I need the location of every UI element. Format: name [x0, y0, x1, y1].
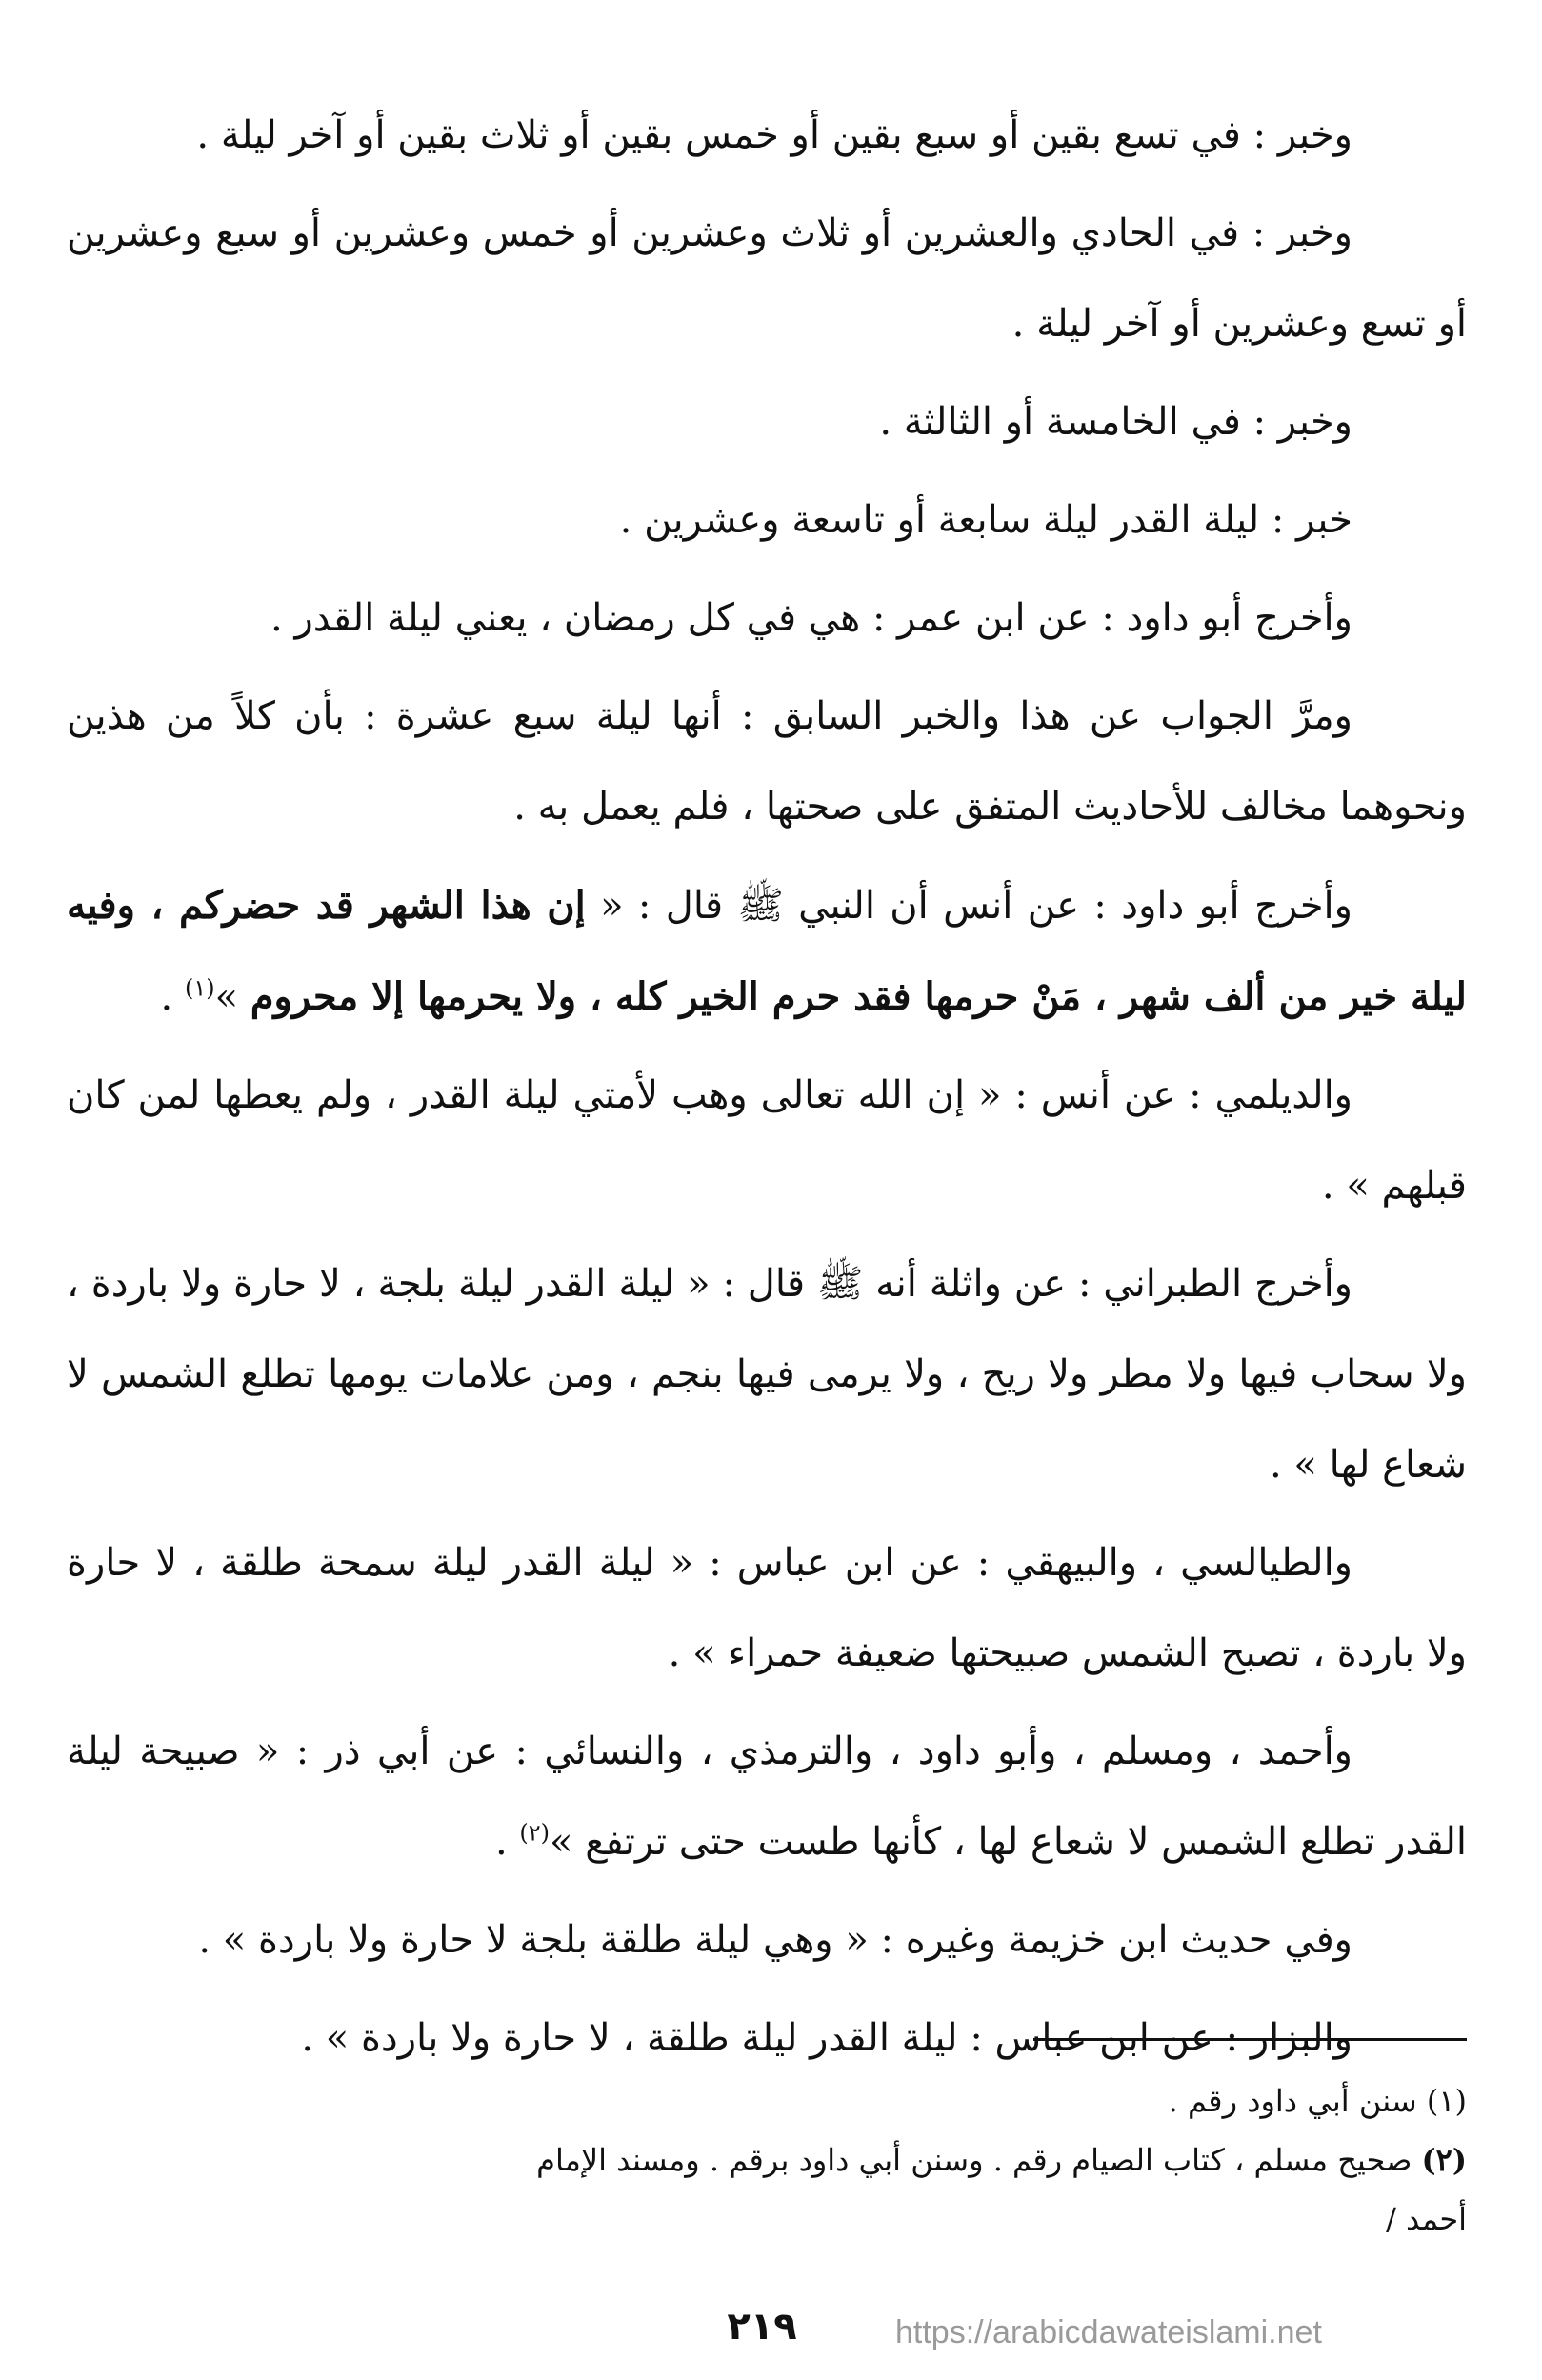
footnote-1	[67, 2071, 1467, 2130]
footnote-marker[interactable]: (١)	[184, 974, 215, 1002]
footnote-2-continuation: أحمد /	[1386, 2201, 1467, 2237]
paragraph-hadith-anas	[67, 860, 1467, 1043]
page-body	[67, 90, 1467, 2091]
footnote-2	[67, 2130, 1467, 2190]
footnote-text: سنن أبي داود رقم .	[1168, 2083, 1417, 2119]
paragraph: ومرَّ الجواب عن هذا والخبر السابق : أنها ليلة سبع عشرة : بأن كلاً من هذين ونحوهما مخالف للأحاديث المتفق على صحتها ، فلم يعمل به .	[67, 694, 1467, 829]
paragraph: وأخرج الطبراني : عن واثلة أنه ﷺ قال : « ليلة القدر ليلة بلجة ، لا حارة ولا باردة ، ولا سحاب فيها ولا مطر ولا ريح ، ولا يرمى فيها بنجم ، ومن علامات يومها تطلع الشمس لا شعاع لها » .	[67, 1262, 1467, 1487]
hadith-bold-text: إن هذا الشهر قد حضركم ، وفيه ليلة خير من ألف شهر ، مَنْ حرمها فقد حرم الخير كله ، ولا يحرمها إلا محروم	[67, 883, 1467, 1019]
footnote-mark: (٢)	[1421, 2142, 1467, 2178]
paragraph: وخبر : في الحادي والعشرين أو ثلاث وعشرين أو خمس وعشرين أو سبع وعشرين أو تسع وعشرين أو آخر ليلة .	[67, 211, 1467, 346]
paragraph: وفي حديث ابن خزيمة وغيره : « وهي ليلة طلقة بلجة لا حارة ولا باردة » .	[198, 1918, 1352, 1962]
paragraph-intro: وأخرج أبو داود : عن أنس أن النبي ﷺ قال : «	[585, 884, 1352, 928]
paragraph-intro: وأحمد ، ومسلم ، وأبو داود ، والترمذي ، والنسائي : عن أبي ذر : « صبيحة ليلة القدر تطلع الشمس لا شعاع لها ، كأنها طست حتى ترتفع »	[67, 1730, 1467, 1864]
paragraph: وأخرج أبو داود : عن ابن عمر : هي في كل رمضان ، يعني ليلة القدر .	[270, 596, 1352, 640]
paragraph-end: .	[494, 1820, 520, 1864]
watermark-url: https://arabicdawateislami.net	[895, 2314, 1322, 2350]
paragraph-outro: »	[214, 975, 250, 1019]
paragraph: والديلمي : عن أنس : « إن الله تعالى وهب لأمتي ليلة القدر ، ولم يعطها لمن كان قبلهم » .	[67, 1073, 1467, 1208]
footnote-mark: (١)	[1426, 2083, 1467, 2119]
footnote-text: صحيح مسلم ، كتاب الصيام رقم . وسنن أبي داود برقم . ومسند الإمام	[536, 2142, 1412, 2178]
footnote-marker[interactable]: (٢)	[519, 1819, 551, 1847]
footnote-separator	[1033, 2038, 1467, 2041]
footnotes	[67, 2071, 1467, 2249]
page-number: ٢١٩	[727, 2305, 797, 2349]
paragraph-hadith-abu-dharr	[67, 1707, 1467, 1888]
paragraph: والبزار : عن ابن عباس : ليلة القدر ليلة طلقة ، لا حارة ولا باردة » .	[301, 2016, 1352, 2060]
paragraph-end: .	[160, 975, 185, 1019]
paragraph: وخبر : في الخامسة أو الثالثة .	[879, 400, 1352, 444]
paragraph: وخبر : في تسع بقين أو سبع بقين أو خمس بقين أو ثلاث بقين أو آخر ليلة .	[196, 113, 1352, 157]
paragraph: خبر : ليلة القدر ليلة سابعة أو تاسعة وعشرين .	[619, 498, 1352, 542]
paragraph: والطيالسي ، والبيهقي : عن ابن عباس : « ليلة القدر ليلة سمحة طلقة ، لا حارة ولا باردة ، تصبح الشمس صبيحتها ضعيفة حمراء » .	[67, 1541, 1467, 1675]
